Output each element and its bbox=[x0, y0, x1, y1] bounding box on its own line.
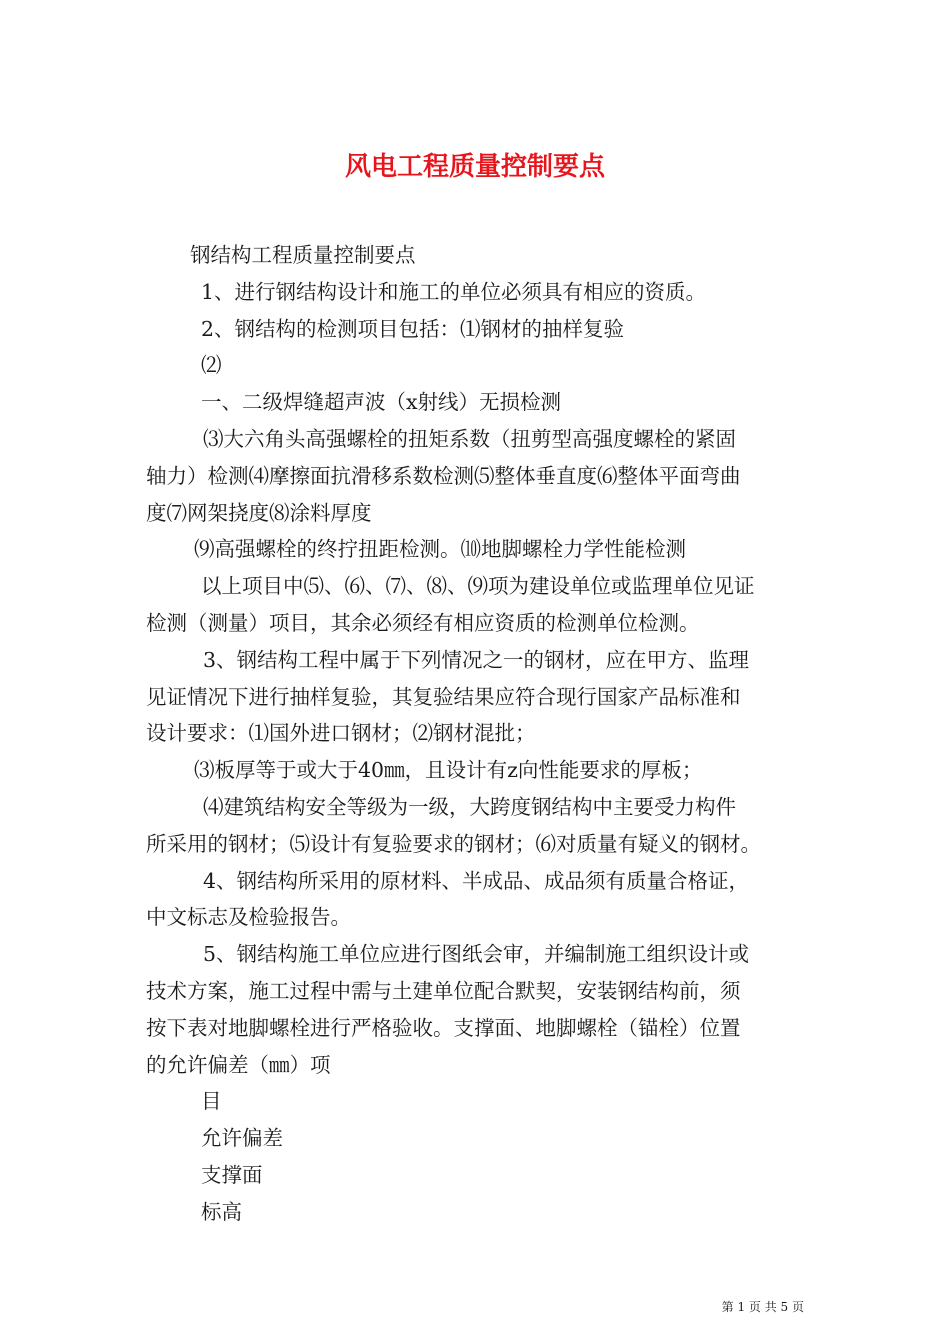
paragraph-line: 一、二级焊缝超声波（x射线）无损检测 bbox=[201, 390, 562, 415]
paragraph-line: ⑶板厚等于或大于40㎜，且设计有z向性能要求的厚板； bbox=[194, 758, 703, 783]
paragraph-line: ⑷建筑结构安全等级为一级，大跨度钢结构中主要受力构件 bbox=[203, 794, 736, 819]
paragraph-line: 设计要求：⑴国外进口钢材；⑵钢材混批； bbox=[146, 721, 536, 746]
paragraph-line: 技术方案，施工过程中需与土建单位配合默契，安装钢结构前，须 bbox=[146, 978, 741, 1003]
paragraph-line: 按下表对地脚螺栓进行严格验收。支撑面、地脚螺栓（锚栓）位置 bbox=[146, 1015, 741, 1040]
page-number: 第 1 页 共 5 页 bbox=[721, 1300, 804, 1314]
paragraph-line: 以上项目中⑸、⑹、⑺、⑻、⑼项为建设单位或监理单位见证 bbox=[201, 574, 755, 599]
paragraph-line: 见证情况下进行抽样复验，其复验结果应符合现行国家产品标准和 bbox=[146, 684, 741, 709]
paragraph-line: 度⑺网架挠度⑻涂料厚度 bbox=[146, 500, 372, 525]
paragraph-line: 3、钢结构工程中属于下列情况之一的钢材，应在甲方、监理 bbox=[203, 647, 750, 672]
table-cell-text: 允许偏差 bbox=[201, 1126, 283, 1151]
page-title: 风电工程质量控制要点 bbox=[344, 152, 605, 183]
paragraph-line: ⑼高强螺栓的终拧扭距检测。⑽地脚螺栓力学性能检测 bbox=[194, 537, 686, 562]
paragraph-line: 所采用的钢材；⑸设计有复验要求的钢材；⑹对质量有疑义的钢材。 bbox=[146, 831, 761, 856]
table-cell-text: 标高 bbox=[201, 1199, 242, 1224]
document-body bbox=[146, 237, 810, 1231]
paragraph-line: 中文标志及检验报告。 bbox=[146, 905, 351, 930]
paragraph-line: 1、进行钢结构设计和施工的单位必须具有相应的资质。 bbox=[201, 279, 707, 304]
table-cell-text: 支撑面 bbox=[201, 1162, 263, 1187]
paragraph-line: 检测（测量）项目，其余必须经有相应资质的检测单位检测。 bbox=[146, 610, 700, 635]
paragraph-line: 4、钢结构所采用的原材料、半成品、成品须有质量合格证， bbox=[203, 868, 750, 893]
paragraph-line: 5、钢结构施工单位应进行图纸会审，并编制施工组织设计或 bbox=[203, 942, 750, 967]
paragraph-line: 轴力）检测⑷摩擦面抗滑移系数检测⑸整体垂直度⑹整体平面弯曲 bbox=[146, 463, 741, 488]
paragraph-line: 2、钢结构的检测项目包括：⑴钢材的抽样复验 bbox=[201, 316, 625, 341]
paragraph-line: ⑶大六角头高强螺栓的扭矩系数（扭剪型高强度螺栓的紧固 bbox=[203, 426, 736, 451]
paragraph-line: ⑵ bbox=[201, 353, 222, 378]
table-cell-text: 目 bbox=[201, 1089, 222, 1114]
paragraph-line: 的允许偏差（㎜）项 bbox=[146, 1052, 331, 1077]
section-heading: 钢结构工程质量控制要点 bbox=[190, 243, 416, 267]
